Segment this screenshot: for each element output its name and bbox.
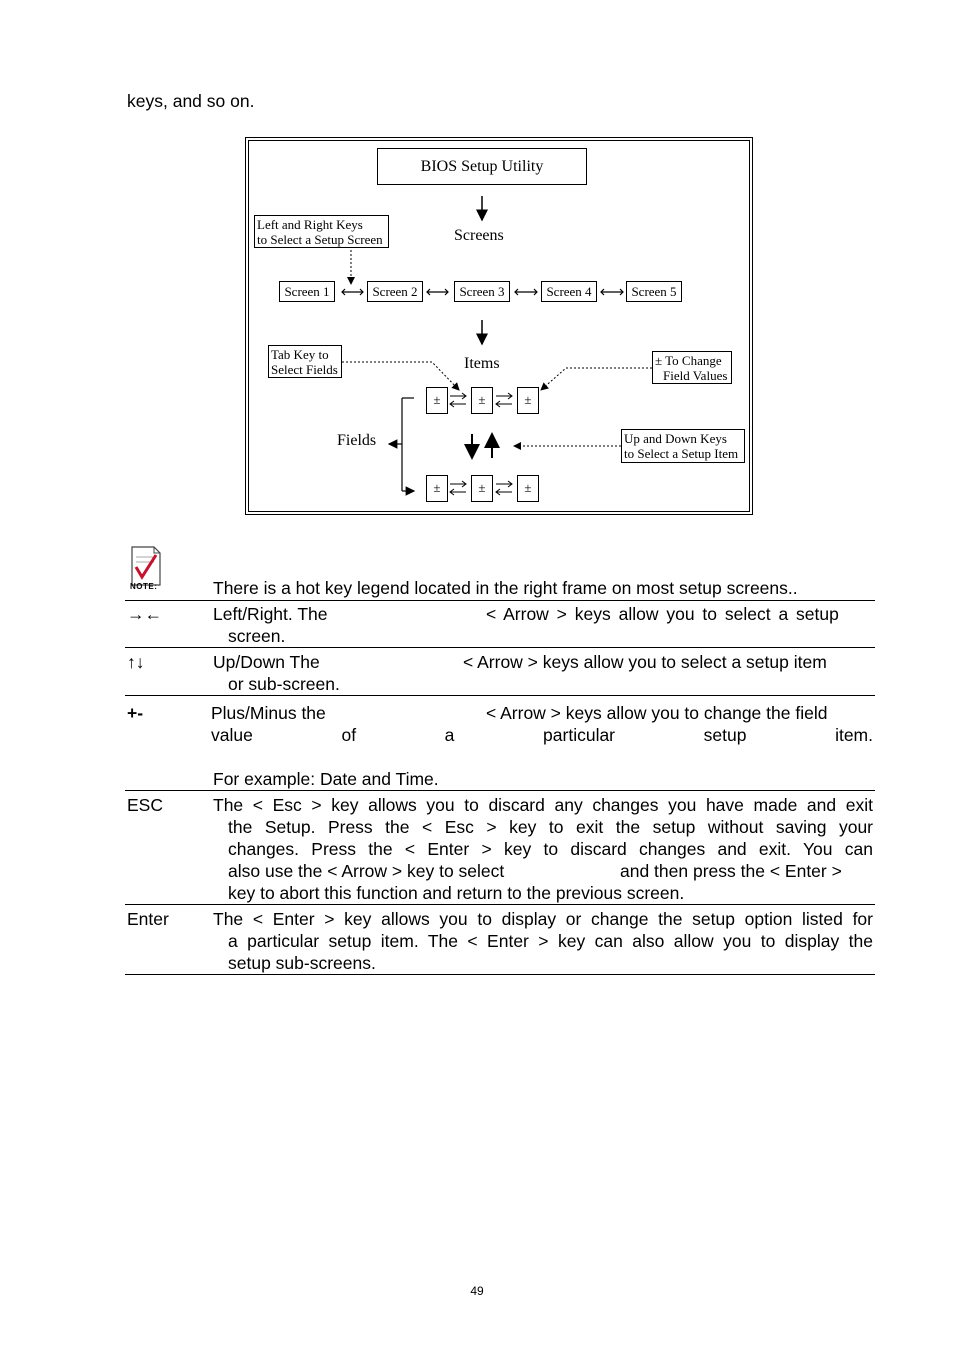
field-box: ±	[426, 475, 448, 502]
divider	[125, 974, 875, 975]
note-icon-label: NOTE:	[130, 582, 158, 591]
field-box: ±	[471, 387, 493, 414]
key-desc-text: < Arrow > keys allow you to select a setup	[486, 604, 839, 624]
key-desc-text: Up/Down The	[213, 652, 320, 672]
left-right-keys-note: Left and Right Keys to Select a Setup Screen	[254, 215, 389, 248]
key-desc-text: Plus/Minus the	[211, 703, 326, 723]
screens-label: Screens	[454, 227, 504, 244]
key-desc-text: The < Enter > key allows you to display or change the setup option listed for	[213, 909, 873, 929]
key-desc-text: < Arrow > keys allow you to select a setup item	[463, 652, 827, 672]
field-box: ±	[471, 475, 493, 502]
tab-key-note: Tab Key to Select Fields	[268, 345, 342, 378]
screen-5-box: Screen 5	[626, 281, 682, 302]
intro-text: keys, and so on.	[127, 91, 255, 111]
key-enter: Enter	[127, 909, 169, 929]
items-label: Items	[464, 355, 500, 372]
key-desc-text: The < Esc > key allows you to discard any changes you have made and exit	[213, 795, 873, 815]
key-desc-text: a particular setup item. The < Enter > key can also allow you to display the	[228, 931, 873, 951]
bios-setup-utility-box: BIOS Setup Utility	[377, 148, 587, 185]
key-desc-text: Left/Right. The	[213, 604, 328, 624]
key-desc-text: setup sub-screens.	[228, 953, 376, 973]
screen-2-box: Screen 2	[367, 281, 423, 302]
key-desc-text: screen.	[228, 626, 286, 646]
note-icon	[128, 545, 164, 593]
divider	[125, 790, 875, 791]
divider	[125, 600, 875, 601]
note-text: There is a hot key legend located in the right frame on most setup screens..	[213, 578, 798, 598]
up-down-keys-note: Up and Down Keys to Select a Setup Item	[621, 429, 745, 463]
divider	[125, 647, 875, 648]
key-left-right: →←	[127, 604, 162, 624]
field-box: ±	[517, 387, 539, 414]
key-desc-text: or sub-screen.	[228, 674, 340, 694]
bios-navigation-diagram	[245, 137, 753, 515]
fields-label: Fields	[337, 432, 377, 449]
field-box: ±	[517, 475, 539, 502]
page-number: 49	[470, 1284, 484, 1298]
screen-1-box: Screen 1	[279, 281, 335, 302]
key-plus-minus: +-	[127, 703, 144, 723]
key-desc-text: < Arrow > keys allow you to change the field	[486, 703, 828, 723]
key-desc-text: value of a particular setup item.	[211, 725, 873, 745]
key-desc-text: For example: Date and Time.	[213, 769, 439, 789]
key-desc-text: key to abort this function and return to the previous screen.	[228, 883, 685, 903]
field-box: ±	[426, 387, 448, 414]
divider	[125, 904, 875, 905]
key-desc-text: the Setup. Press the < Esc > key to exit the setup without saving your	[228, 817, 873, 837]
screen-4-box: Screen 4	[541, 281, 597, 302]
key-desc-text: also use the < Arrow > key to select	[228, 861, 505, 881]
divider	[125, 695, 875, 696]
key-esc: ESC	[127, 795, 163, 815]
key-desc-text: changes. Press the < Enter > key to discard changes and exit. You can	[228, 839, 873, 859]
screen-3-box: Screen 3	[454, 281, 510, 302]
key-up-down: ↑↓	[127, 652, 145, 672]
change-field-values-note: ± To Change Field Values	[652, 351, 732, 384]
key-desc-text: and then press the < Enter >	[620, 861, 842, 881]
